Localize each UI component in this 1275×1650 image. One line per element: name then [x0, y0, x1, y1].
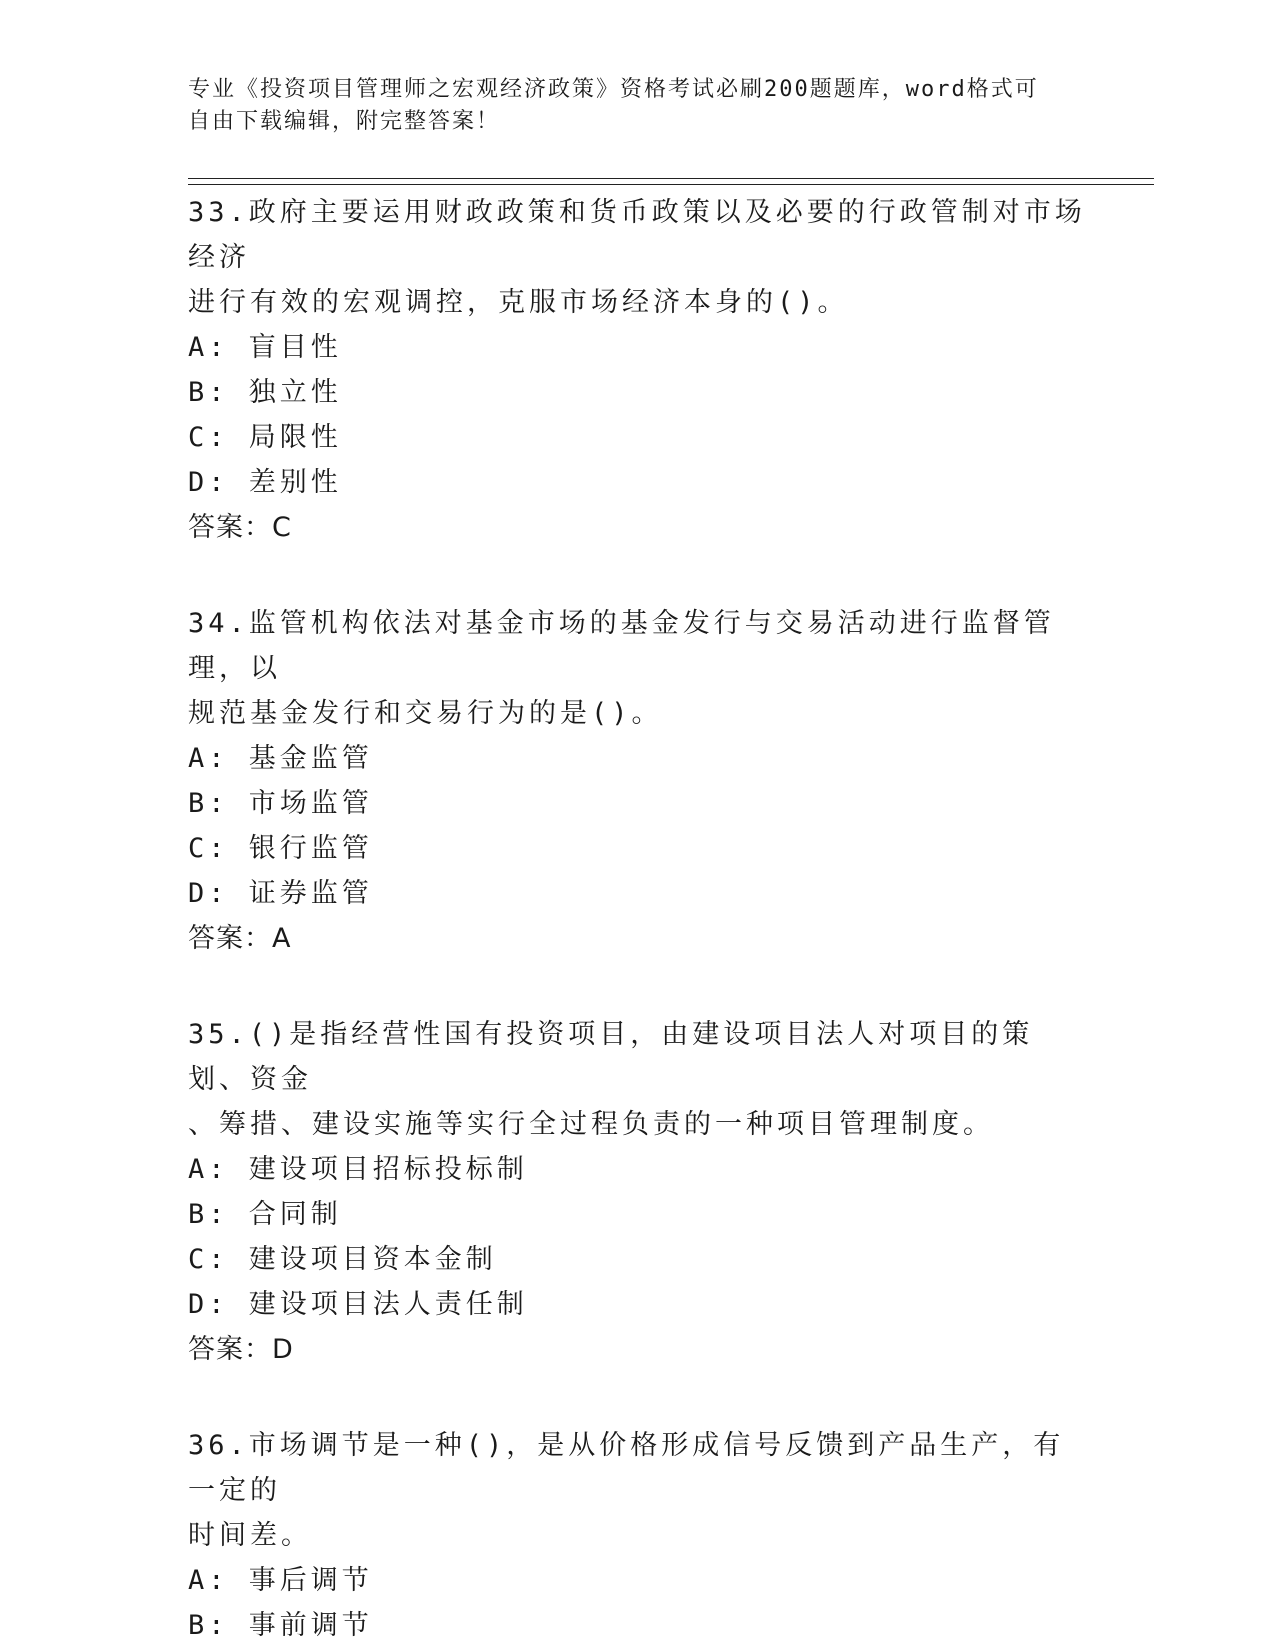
option-c: C: 银行监管 — [188, 833, 373, 864]
question-stem — [188, 1012, 1088, 1147]
header-line-2: 自由下载编辑，附完整答案！ — [188, 109, 501, 134]
option-d: D: 证券监管 — [188, 878, 373, 909]
header-line-1: 专业《投资项目管理师之宏观经济政策》资格考试必刷200题题库，word格式可 — [188, 77, 1039, 102]
document-header — [188, 74, 1068, 138]
question-stem — [188, 601, 1088, 736]
question-stem-line: 34.监管机构依法对基金市场的基金发行与交易活动进行监督管理，以 — [188, 608, 1055, 684]
option-d: D: 差别性 — [188, 467, 342, 498]
option-b: B: 独立性 — [188, 377, 342, 408]
question-34 — [188, 601, 1088, 961]
option-a: A: 基金监管 — [188, 743, 373, 774]
spacer — [188, 1372, 1088, 1421]
spacer — [188, 961, 1088, 1010]
question-stem-line: 规范基金发行和交易行为的是()。 — [188, 698, 663, 729]
option-b: B: 合同制 — [188, 1199, 342, 1230]
option-a: A: 盲目性 — [188, 332, 342, 363]
question-stem-line: 时间差。 — [188, 1520, 312, 1551]
question-35 — [188, 1012, 1088, 1372]
option-b: B: 市场监管 — [188, 788, 373, 819]
option-a: A: 建设项目招标投标制 — [188, 1154, 528, 1185]
question-stem — [188, 190, 1088, 325]
question-stem-line: 、筹措、建设实施等实行全过程负责的一种项目管理制度。 — [188, 1109, 994, 1140]
question-stem — [188, 1423, 1088, 1558]
header-divider-top — [188, 178, 1154, 179]
question-stem-line: 35.()是指经营性国有投资项目，由建设项目法人对项目的策划、资金 — [188, 1019, 1034, 1095]
answer: 答案：C — [188, 512, 292, 543]
question-stem-line: 33.政府主要运用财政政策和货币政策以及必要的行政管制对市场经济 — [188, 197, 1086, 273]
option-a: A: 事后调节 — [188, 1565, 373, 1596]
option-c: C: 局限性 — [188, 422, 342, 453]
question-33 — [188, 190, 1088, 550]
option-b: B: 事前调节 — [188, 1610, 373, 1641]
option-c: C: 建设项目资本金制 — [188, 1244, 497, 1275]
header-divider-bottom — [188, 184, 1154, 185]
question-36 — [188, 1423, 1088, 1648]
spacer — [188, 550, 1088, 599]
question-stem-line: 36.市场调节是一种()，是从价格形成信号反馈到产品生产，有一定的 — [188, 1430, 1065, 1506]
answer: 答案：D — [188, 1334, 294, 1365]
question-list — [188, 188, 1088, 1648]
answer: 答案：A — [188, 923, 292, 954]
option-d: D: 建设项目法人责任制 — [188, 1289, 528, 1320]
question-stem-line: 进行有效的宏观调控，克服市场经济本身的()。 — [188, 287, 849, 318]
